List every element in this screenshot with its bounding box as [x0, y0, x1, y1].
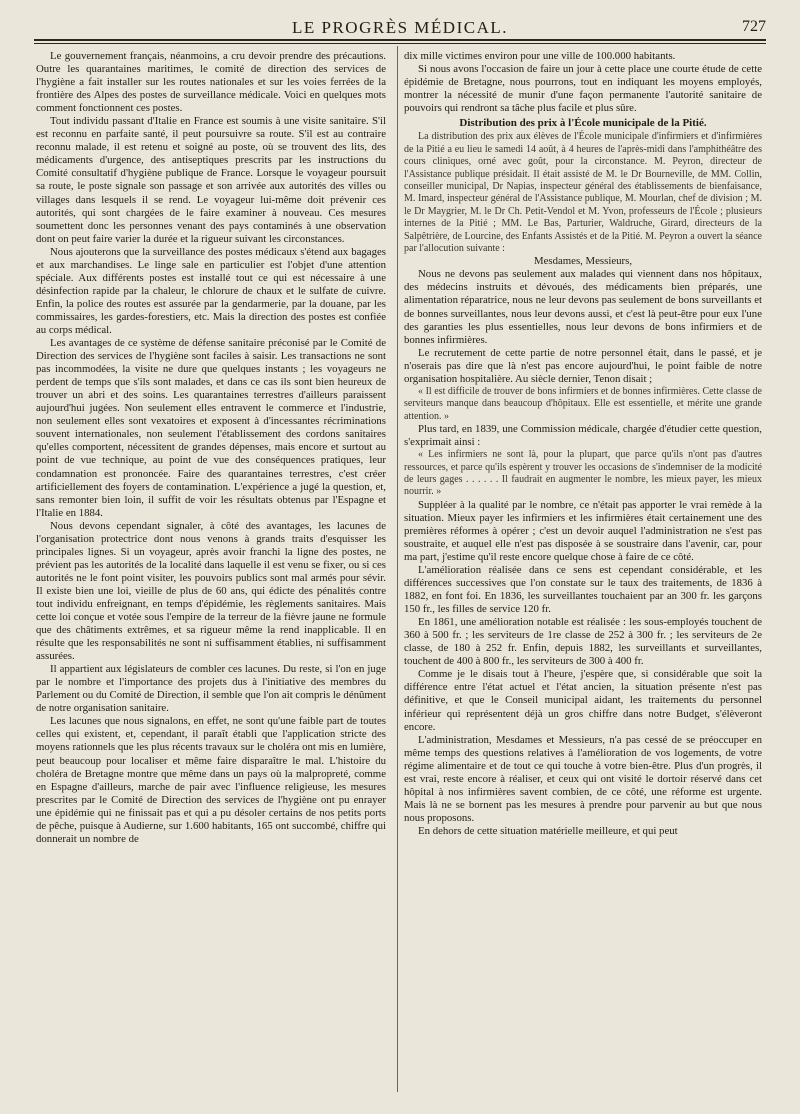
paragraph: Suppléer à la qualité par le nombre, ce n'était pas apporter le vrai remède à la situation. Mieux payer les infirmiers et les infirmières était certainement une des premières réformes à opérer ; c'est un devoir auquel l'administration ne s'est pas soustraite, et auquel elle n'est pas disposée à se soustraire dans l'avenir, car, pour ma part, j'estime qu'il reste encore quelque chose à faire de ce côté. [404, 498, 762, 563]
page-number: 727 [742, 18, 766, 35]
header-rule-thin [34, 43, 766, 44]
paragraph: L'amélioration réalisée dans ce sens est cependant considérable, et les différences successives que l'on constate sur le taux des traitements, de 1836 à 1882, en font foi. En 1836, les surveillantes touchaient par an 300 fr. les garçons 150 fr., les filles de service 120 fr. [404, 563, 762, 616]
paragraph: Nous ajouterons que la surveillance des postes médicaux s'étend aux bagages et aux marchandises. Le linge sale en particulier est l'objet d'une attention spéciale. Aux différents postes est installé tout ce qui est nécessaire à une désinfection rapide par la chaleur, le chlorure de chaux et le sulfate de cuivre. Enfin, la police des routes est assurée par la gendarmerie, par la douane, par les commissaires, les gardes-forestiers, etc. Mais la direction des postes est confiée au corps médical. [36, 245, 386, 336]
left-column [36, 50, 386, 1094]
paragraph: Nous ne devons pas seulement aux malades qui viennent dans nos hôpitaux, des médecins instruits et dévoués, des médicaments bien préparés, une alimentation réparatrice, nous ne leur devons pas seulement de bons surveillants et de bonnes surveillantes, nous leur devons aussi, et c'est là peut-être pour eux l'une des garanties les plus essentielles, nous leur devons de bons infirmiers et de bonnes infirmières. [404, 268, 762, 346]
paragraph: En 1861, une amélioration notable est réalisée : les sous-employés touchent de 360 à 500 fr. ; les serviteurs de 1re classe de 252 à 300 fr. ; les serviteurs de 2e classe, de 180 à 252 fr. Enfin, depuis 1882, les surveillants et surveillantes, touchent de 400 à 800 fr., les serviteurs de 300 à 400 fr. [404, 616, 762, 668]
paragraph: Les avantages de ce système de défense sanitaire préconisé par le Comité de Direction des services de l'hygiène sont faciles à saisir. Les transactions ne sont pas incommodées, la visite ne dure que quelques instants ; les voyageurs ne perdent de temps que s'ils sont malades, et dans ce cas ils sont bien heureux de trouver un abri et des soins. Les quarantaines terrestres d'ailleurs paraissent aujourd'hui jugées. Non seulement elles entravent le commerce et l'industrie, non seulement elles sont vexatoires et exposent à d'incessantes récriminations souvent internationales, non seulement l'établissement des cordons sanitaires qu'elles comportent, nécessitent de grandes dépenses, mais encore et surtout au point de vue technique, au point de vue des conséquences pratiques, leur condamnation est prononcée. Faire des quarantaines terrestres, c'est créer artificiellement des foyers de contamination. L'expérience a jugé la question, et, sans remonter bien loin, il suffit de voir les résultats obtenus par l'Espagne et l'Italie en 1884. [36, 337, 386, 519]
paragraph: Plus tard, en 1839, une Commission médicale, chargée d'étudier cette question, s'exprimait ainsi : [404, 423, 762, 449]
session-description: La distribution des prix aux élèves de l'École municipale d'infirmiers et d'infirmières de la Pitié a eu lieu le samedi 14 août, à 4 heures de l'après-midi dans l'amphithéâtre des cours cliniques, orné avec goût, pour la circonstance. M. Peyron, directeur de l'Assistance publique présidait. Il était assisté de M. le Dr Bourneville, de MM. Collin, conseiller municipal, Dr Napias, inspecteur général des établissements de bienfaisance, M. Imard, inspecteur général de l'Assistance publique, M. Mourlan, chef de division ; M. le Dr Maygrier, M. le Dr Ch. Petit-Vendol et M. Yvon, professeurs de l'École ; plusieurs internes de la Pitié ; MM. Le Bas, Parturier, Waldruche, Girard, directeurs de la Salpêtrière, de Lourcine, des Enfants Assistés et de la Pitié. M. Peyron a ouvert la séance par l'allocution suivante : [404, 131, 762, 254]
page-header [34, 8, 766, 38]
right-column [404, 50, 762, 1094]
paragraph: En dehors de cette situation matérielle meilleure, et qui peut [418, 824, 678, 837]
section-title: Distribution des prix à l'École municipale de la Pitié. [459, 117, 707, 130]
paragraph: Tout individu passant d'Italie en France est soumis à une visite sanitaire. S'il est reconnu en parfaite santé, il peut poursuivre sa route. S'il est au contraire reconnu malade, il est retenu et soigné au poste, où se trouvent des lits, des médicaments d'urgence, des antiseptiques prescrits par les instructions du Comité consultatif d'hygiène publique de France. Lorsque le voyageur poursuit sa route, le poste signale son passage et son arrivée aux autorités des villes ou villages dans lesquels il se rend. Le voyageur lui-même doit prévenir ces autorités, qui sont chargées de le faire examiner à nouveau. Ces mesures soumettent donc les personnes venant des pays contaminés à une observation dont on peut faire varier la durée et la rigueur suivant les circonstances. [36, 115, 386, 245]
quote-tenon: « Il est difficile de trouver de bons infirmiers et de bonnes infirmières. Cette classe de serviteurs manque dans beaucoup d'hôpitaux. Elle est essentielle, et mérite une grande attention. » [404, 385, 762, 422]
running-title: LE PROGRÈS MÉDICAL. [292, 18, 508, 37]
paragraph: L'administration, Mesdames et Messieurs, n'a pas cessé de se préoccuper en même temps des questions relatives à l'amélioration de vos logements, de votre régime alimentaire et de tout ce qui touche à votre bien-être. Plus d'un progrès, il est vrai, reste encore à réaliser, et ceux qui ont visité le dortoir réservé dans cet hôpital à nos infirmières savent combien, de ce côté, une réforme est urgente. Mais là ne se bornent pas les mesures à prendre pour parvenir au but que nous nous proposons. [404, 733, 762, 824]
paragraph: Nous devons cependant signaler, à côté des avantages, les lacunes de l'organisation protectrice dont nous venons à grands traits d'esquisser les principales lignes. Si un voyageur, après avoir franchi la ligne des postes, ne prévient pas les autorités de la localité dans laquelle il est venu se fixer, ou si ces autorités ne le font point visiter, les pouvoirs publics sont mal armés pour sévir. Il existe bien une loi, vieille de plus de 60 ans, qui édicte des pénalités contre tout individu enfreignant, en temps d'épidémie, les règlements sanitaires. Mais cette loi conçue et votée sous l'empire de la terreur de la fièvre jaune ne formule que des châtiments extrêmes, et sa rigueur même la rend inapplicable. Il en résulte que les responsabilités ne sont ni suffisamment établies, ni suffisamment assurées. [36, 519, 386, 663]
paragraph: Le recrutement de cette partie de notre personnel était, dans le passé, et je n'oserais pas dire que là n'est pas encore aujourd'hui, le point faible de notre organisation hospitalière. Au siècle dernier, Tenon disait ; [404, 346, 762, 385]
paragraph: Le gouvernement français, néanmoins, a cru devoir prendre des précautions. Outre les quarantaines maritimes, le comité de direction des services de l'hygiène a fait installer sur les routes nationales et sur les voies ferrées de la frontière des Alpes des postes de surveillance médicale. Voici en quelques mots comment fonctionnent ces postes. [36, 50, 386, 115]
quote-commission: « Les infirmiers ne sont là, pour la plupart, que parce qu'ils n'ont pas d'autres ressources, et parce qu'ils espèrent y trouver les occasions de s'indemniser de la modicité de leurs gages . . . . . . Il faudrait en augmenter le nombre, les mieux payer, les mieux nourrir. » [404, 449, 762, 498]
column-divider [397, 46, 398, 1092]
salutation: Mesdames, Messieurs, [533, 255, 633, 268]
paragraph: Les lacunes que nous signalons, en effet, ne sont qu'une faible part de toutes celles qui existent, et, cependant, il paraît établi que l'application stricte des moyens rationnels que les plus récents travaux sur le choléra ont mis en lumière, peut beaucoup pour localiser et même faire disparaître le mal. L'histoire du choléra de Bretagne montre que même dans un pays où la malpropreté, comme en Espagne d'ailleurs, marche de pair avec l'influence religieuse, les mesures prescrites par le Comité de Direction des services de l'hygiène ont pu enrayer une épidémie qui ne finissait pas et qui a pu désoler certains de nos petits ports de pêche, puisque à Audierne, sur 1.600 habitants, 165 ont succombé, chiffre qui donnerait un nombre de [36, 715, 386, 845]
header-rule-thick [34, 39, 766, 41]
paragraph: Si nous avons l'occasion de faire un jour à cette place une courte étude de cette épidémie de Bretagne, nous pourrons, tout en indiquant les moyens employés, montrer la nécessité de munir d'une façon permanente l'autorité sanitaire de pouvoirs qui rendront sa tâche plus facile et plus sûre. [404, 63, 762, 115]
paragraph: dix mille victimes environ pour une ville de 100.000 habitants. [404, 50, 676, 62]
paragraph: Il appartient aux législateurs de combler ces lacunes. Du reste, si l'on en juge par le nombre et l'importance des projets dus à l'initiative des membres du Parlement ou du Comité de Direction, il semble que l'on ait compris le dénûment de notre organisation sanitaire. [36, 663, 386, 715]
paragraph: Comme je le disais tout à l'heure, j'espère que, si considérable que soit la différence entre l'état actuel et l'état ancien, la situation présente n'est pas définitive, et que le Conseil municipal aidant, les traitements du personnel inférieur qui représentent déjà un gros chiffre dans notre Budget, s'élèveront encore. [404, 668, 762, 733]
